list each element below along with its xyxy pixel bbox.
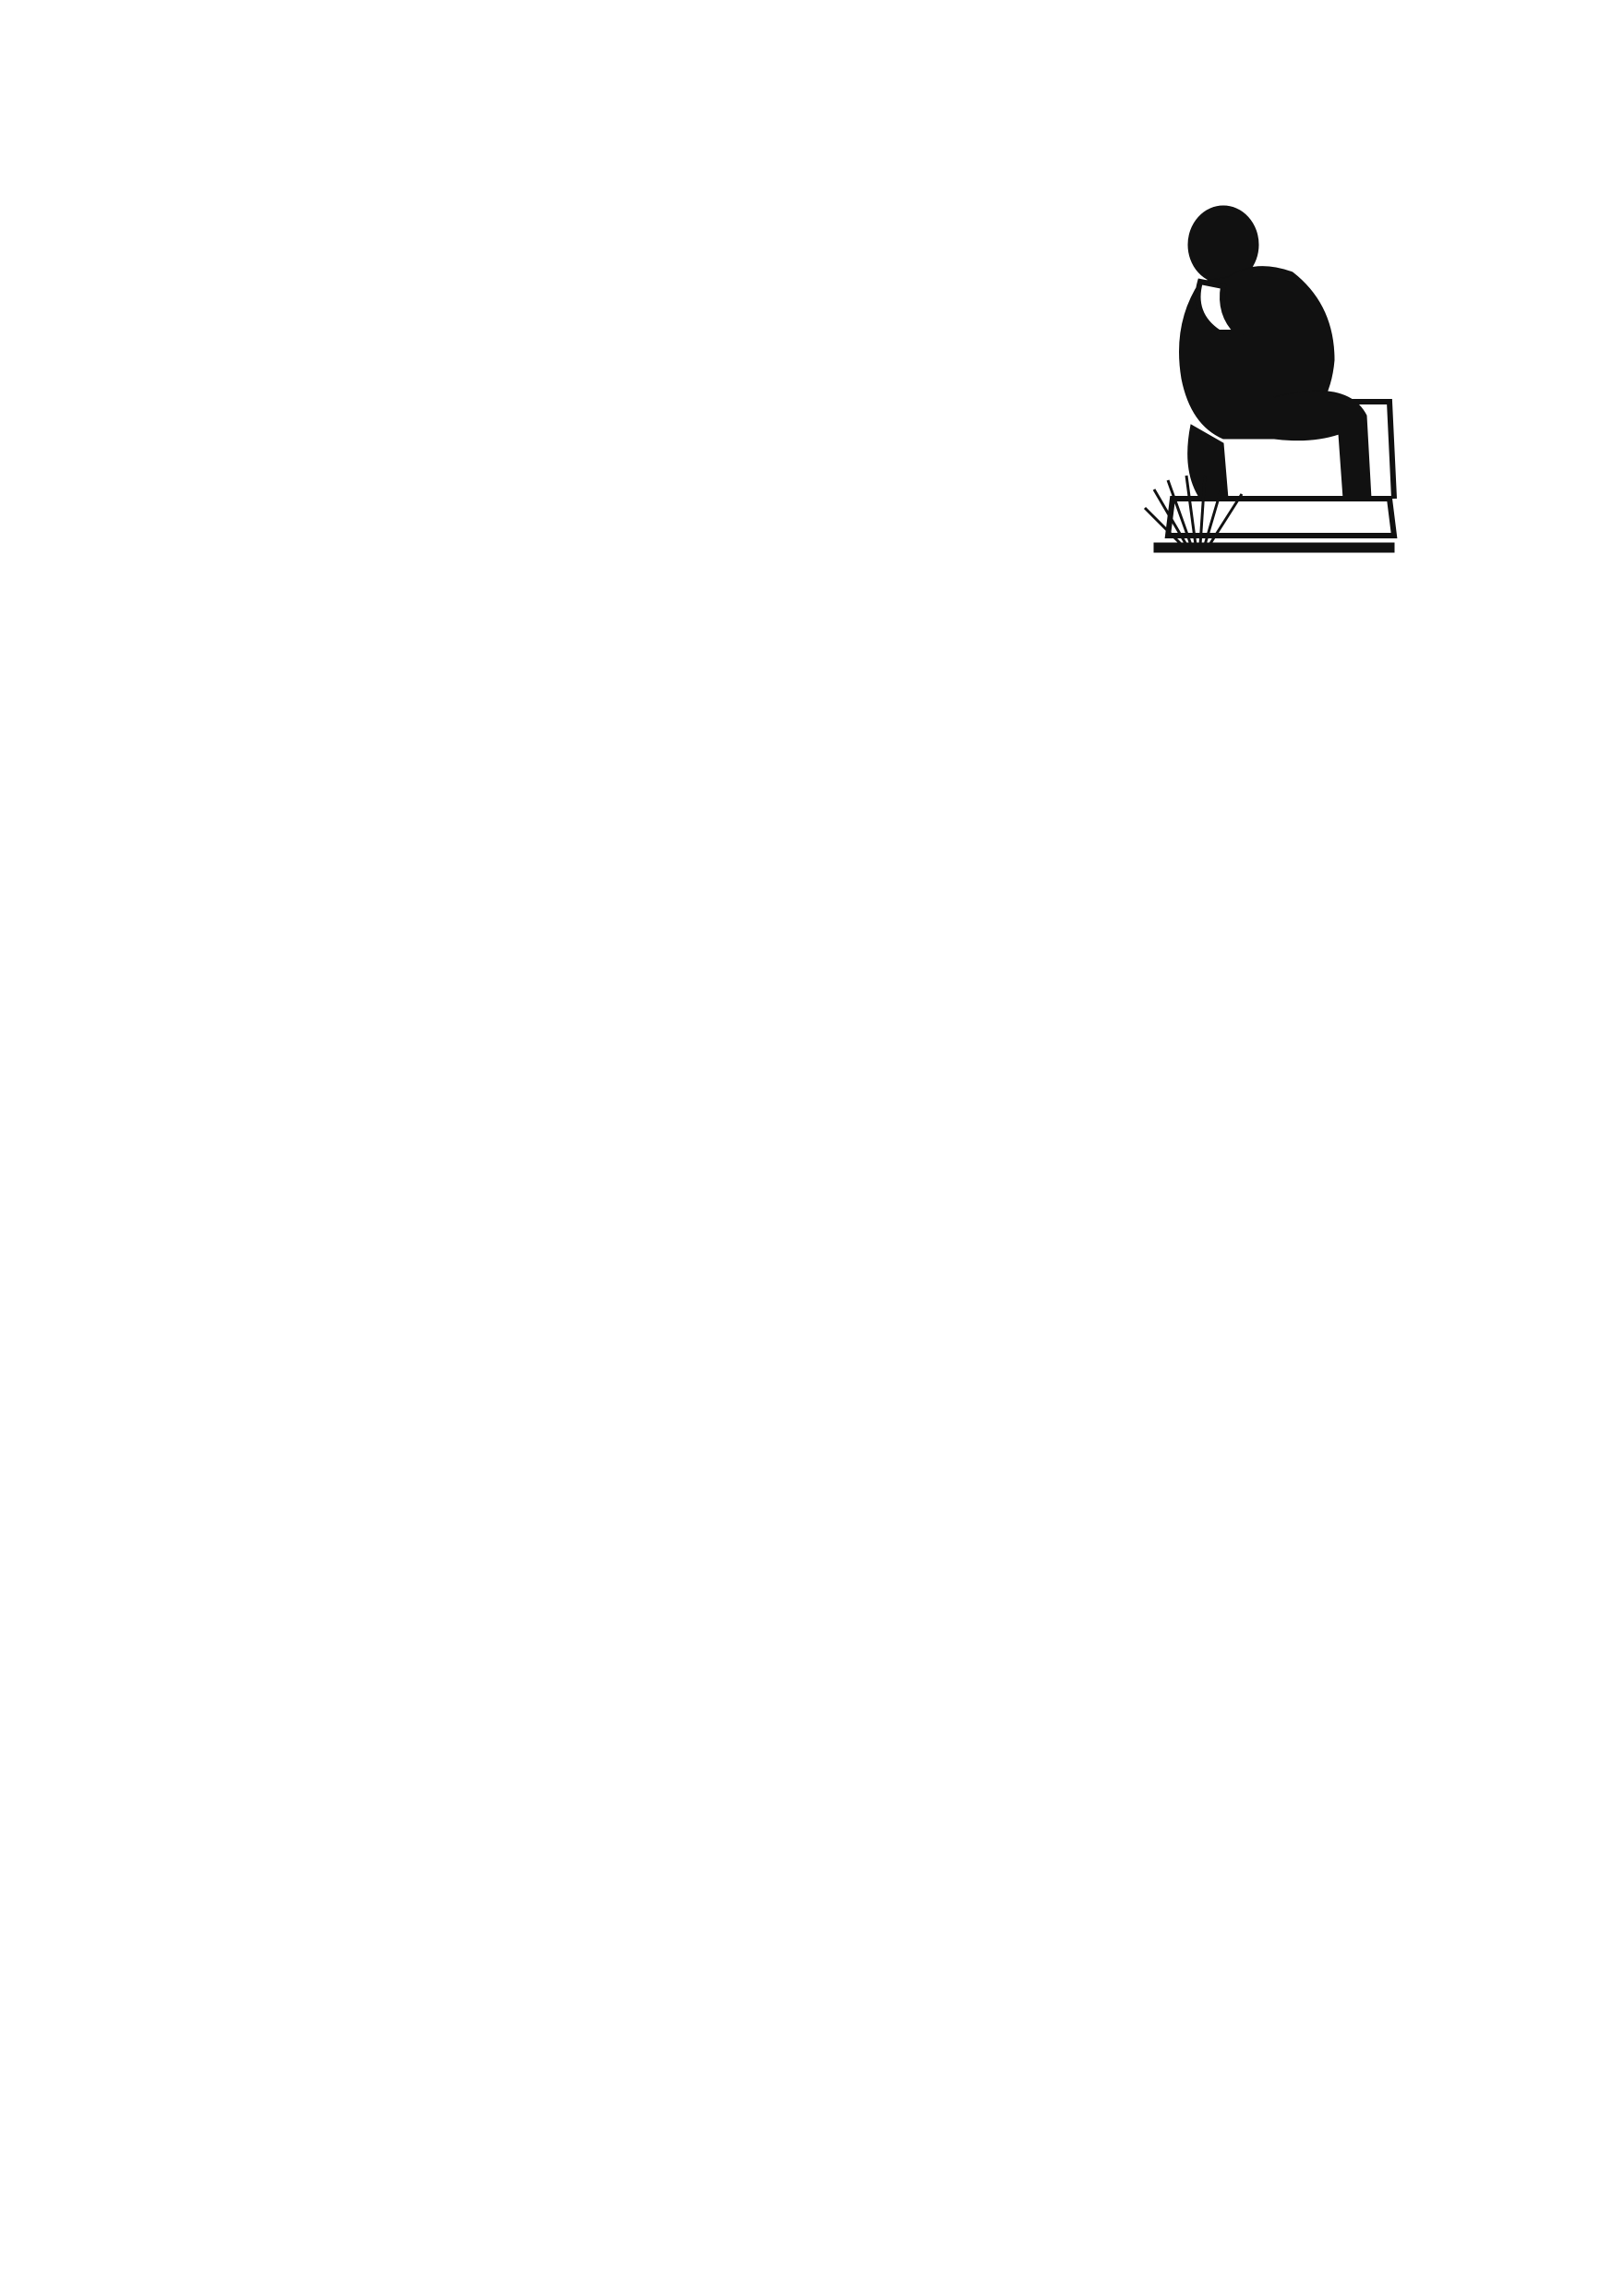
top-ornament-row (74, 35, 1062, 81)
article-body (78, 766, 1546, 783)
divider-ornament-row (88, 670, 1029, 720)
thinker-statue-icon (1136, 194, 1413, 563)
